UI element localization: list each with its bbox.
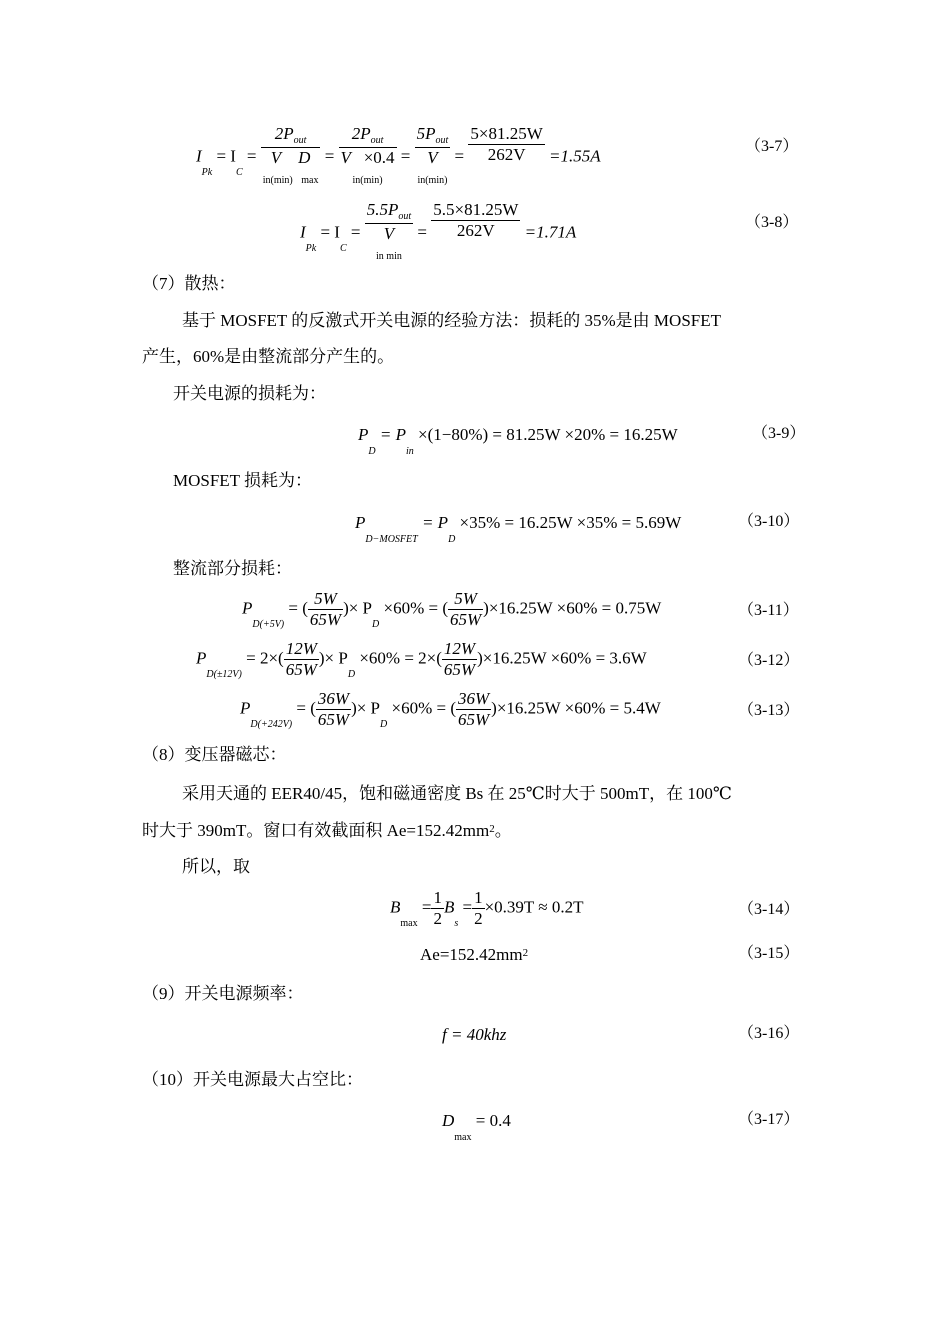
paragraph-text: 基于 MOSFET 的反激式开关电源的经验方法：损耗的 35%是由 MOSFET: [182, 311, 721, 330]
equation-3-12: $P_{D(\pm 12V)} = 2\times$( $\frac{12W}{65W}$ )× $P_D \times 60\% = 2\times$( $\frac{12W}{65W}$ )×16.25W ×60% = 3.6W: [196, 639, 647, 681]
section-heading-8: （8）变压器磁芯：: [142, 745, 287, 764]
eq-text: =: [454, 146, 465, 166]
equation-label: （3-13）: [738, 702, 800, 719]
equation-label: （3-12）: [738, 652, 800, 669]
equation-3-8: $I_{Pk} = I_C$ = $5.5P_{out}$ V in min = $\frac{5.5\times 81.25W}{262V}$ =1.71A: [300, 200, 576, 267]
paragraph-text: MOSFET 损耗为：: [173, 471, 313, 490]
equation-3-10: $P_{D-MOSFET} = P_D \times 35\% = 16.25W \times 35\% = 5.69W$: [355, 513, 682, 545]
paragraph-text: 整流部分损耗：: [173, 559, 292, 578]
eq-fraction: $5.5P_{out}$ V in min: [366, 200, 412, 262]
section-heading-7: （7）散热：: [142, 274, 236, 293]
equation-label: （3-15）: [738, 945, 800, 962]
eq-fraction: $\frac{5\times 81.25W}{262V}$: [470, 124, 543, 164]
equation-label: （3-10）: [738, 513, 800, 530]
section-heading-9: （9）开关电源频率：: [142, 984, 304, 1003]
equation-3-16: f = 40khz: [442, 1025, 507, 1044]
eq-fraction: $2P_{out}$ V D in(min) max: [262, 124, 319, 186]
equation-label: （3-9）: [752, 425, 806, 442]
equation-label: （3-11）: [738, 602, 799, 619]
paragraph-text: 时大于 390mT。窗口有效截面积 $Ae=152.42mm^2$。: [142, 821, 512, 840]
eq-fraction: $5P_{out}$ V in(min): [416, 124, 449, 186]
equation-label: （3-7）: [745, 138, 799, 155]
eq-variable: I: [196, 146, 202, 166]
paragraph-text: 开关电源的损耗为：: [173, 384, 326, 403]
equation-3-15: $Ae=152.42mm^2$: [420, 945, 529, 964]
eq-text: =: [400, 146, 411, 166]
eq-text: =: [246, 146, 257, 166]
eq-result: =1.55A: [549, 146, 601, 166]
eq-subscript: C: [235, 167, 243, 179]
equation-3-13: $P_{D(+242V)}$ = ( $\frac{36W}{65W}$ )× $P_D \times 60\%$ = ( $\frac{36W}{65W}$ )×16.25W ×60% = 5.4W: [240, 689, 661, 731]
equation-3-11: $P_{D(+5V)}$ = ( $\frac{5W}{65W}$ )× $P_D \times 60\%$ = ( $\frac{5W}{65W}$ )×16.25W ×60% = 0.75W: [242, 589, 662, 631]
equation-label: （3-14）: [738, 901, 800, 918]
section-heading-10: （10）开关电源最大占空比：: [142, 1070, 363, 1089]
equation-3-7: [196, 124, 601, 191]
equation-label: （3-8）: [745, 214, 799, 231]
eq-fraction: $2P_{out}$ V ×0.4 in(min): [340, 124, 395, 186]
paragraph-text: 采用天通的 EER40/45，饱和磁通密度 Bs 在 25℃时大于 500mT，在 100℃: [182, 784, 732, 803]
eq-subscript: Pk: [201, 167, 213, 179]
equation-3-17: $D_{max} = 0.4$: [442, 1111, 511, 1143]
equation-label: （3-16）: [738, 1025, 800, 1042]
eq-text: = I: [216, 146, 236, 166]
equation-3-14: $B_{max}$ = $\frac{1}{2}$ $B_s$ = $\frac{1}{2}$ ×0.39T ≈ 0.2T: [390, 888, 584, 930]
eq-text: =: [324, 146, 335, 166]
equation-label: （3-17）: [738, 1111, 800, 1128]
equation-3-9: $P_D = P_{in} \times(1-80\%) = 81.25W \times 20\% = 16.25W$: [358, 425, 678, 457]
eq-fraction: $\frac{5.5\times 81.25W}{262V}$: [433, 200, 519, 240]
paragraph-text: 所以，取: [182, 857, 250, 876]
paragraph-text: 产生，60%是由整流部分产生的。: [142, 347, 395, 366]
